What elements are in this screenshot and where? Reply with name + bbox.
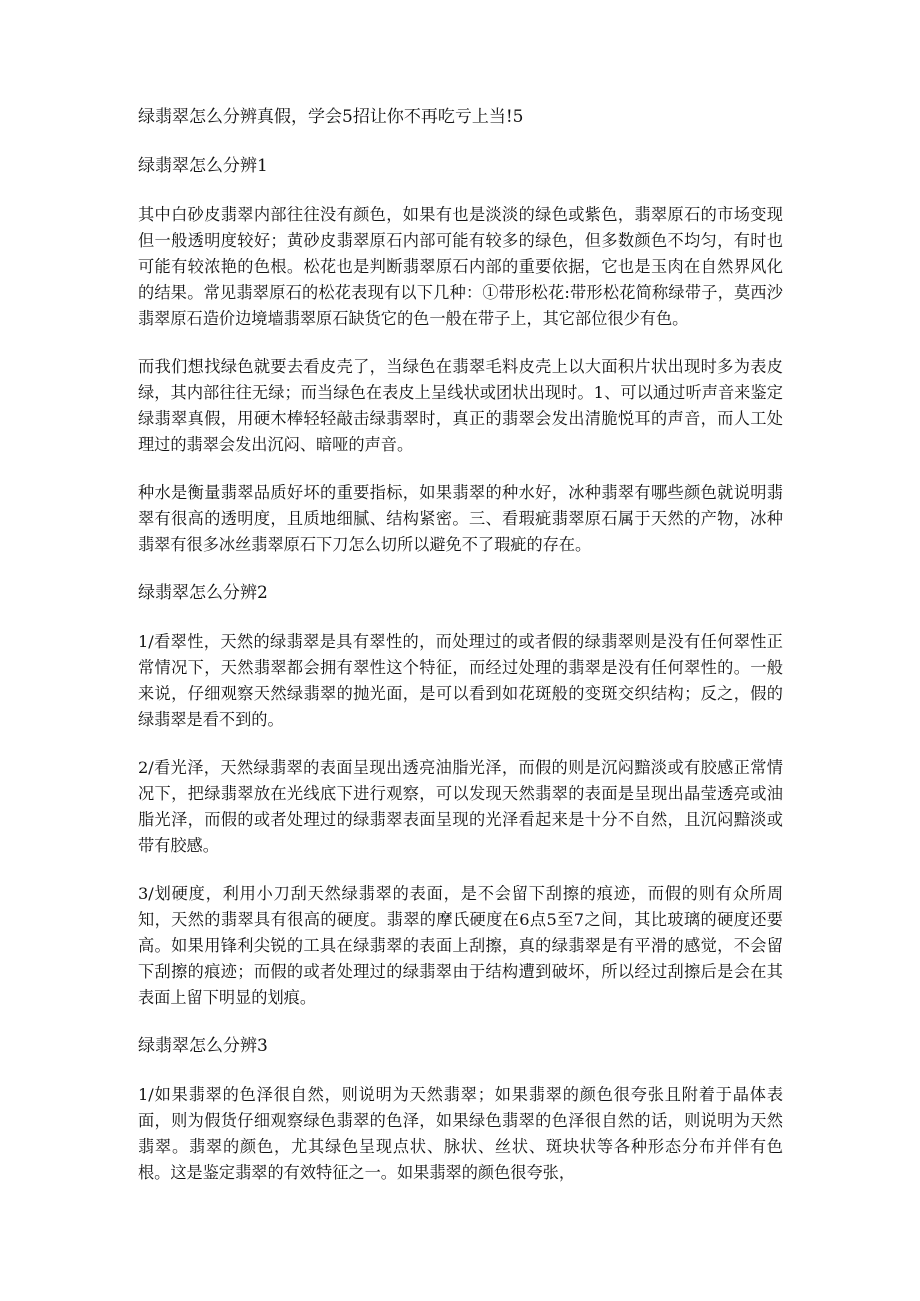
paragraph: 1/如果翡翠的色泽很自然，则说明为天然翡翠；如果翡翠的颜色很夸张且附着于晶体表面，则为假货仔细观察绿色翡翠的色泽，如果绿色翡翠的色泽很自然的话，则说明为天然翡翠。翡翠的颜色，尤其绿色呈现点状、脉状、丝状、斑块状等各种形态分布并伴有色根。这是鉴定翡翠的有效特征之一。如果翡翠的颜色很夸张， (138, 1085, 783, 1182)
paragraph: 1/看翠性，天然的绿翡翠是具有翠性的，而处理过的或者假的绿翡翠则是没有任何翠性正常情况下，天然翡翠都会拥有翠性这个特征，而经过处理的翡翠是没有任何翠性的。一般来说，仔细观察天然绿翡翠的抛光面，是可以看到如花斑般的变斑交织结构；反之，假的绿翡翠是看不到的。 (138, 632, 783, 729)
paragraph: 种水是衡量翡翠品质好坏的重要指标，如果翡翠的种水好，冰种翡翠有哪些颜色就说明翡翠有很高的透明度，且质地细腻、结构紧密。三、看瑕疵翡翠原石属于天然的产物，冰种翡翠有很多冰丝翡翠原石下刀怎么切所以避免不了瑕疵的存在。 (138, 483, 783, 554)
paragraph: 3/划硬度，利用小刀刮天然绿翡翠的表面，是不会留下刮擦的痕迹，而假的则有众所周知，天然的翡翠具有很高的硬度。翡翠的摩氏硬度在6点5至7之间，其比玻璃的硬度还要高。如果用锋利尖锐的工具在绿翡翠的表面上刮擦，真的绿翡翠是有平滑的感觉，不会留下刮擦的痕迹；而假的或者处理过的绿翡翠由于结构遭到破坏，所以经过刮擦后是会在其表面上留下明显的划痕。 (138, 884, 783, 1007)
document-title: 绿翡翠怎么分辨真假，学会5招让你不再吃亏上当!5 (138, 107, 524, 127)
section-heading: 绿翡翠怎么分辨3 (138, 1036, 268, 1056)
section-1 (138, 153, 783, 558)
paragraph: 而我们想找绿色就要去看皮壳了，当绿色在翡翠毛料皮壳上以大面积片状出现时多为表皮绿，其内部往往无绿；而当绿色在表皮上呈线状或团状出现时。1、可以通过听声音来鉴定绿翡翠真假，用硬木棒轻轻敲击绿翡翠时，真正的翡翠会发出清脆悦耳的声音，而人工处理过的翡翠会发出沉闷、暗哑的声音。 (138, 357, 783, 454)
section-heading: 绿翡翠怎么分辨1 (138, 156, 268, 176)
paragraph: 2/看光泽，天然绿翡翠的表面呈现出透亮油脂光泽，而假的则是沉闷黯淡或有胶感正常情况下，把绿翡翠放在光线底下进行观察，可以发现天然翡翠的表面是呈现出晶莹透亮或油脂光泽，而假的或者处理过的绿翡翠表面呈现的光泽看起来是十分不自然，且沉闷黯淡或带有胶感。 (138, 758, 783, 855)
section-3 (138, 1033, 783, 1186)
section-2 (138, 580, 783, 1011)
document-page (138, 104, 783, 1208)
section-heading: 绿翡翠怎么分辨2 (138, 583, 268, 603)
paragraph: 其中白砂皮翡翠内部往往没有颜色，如果有也是淡淡的绿色或紫色，翡翠原石的市场变现但一般透明度较好；黄砂皮翡翠原石内部可能有较多的绿色，但多数颜色不均匀，有时也可能有较浓艳的色根。松花也是判断翡翠原石内部的重要依据，它也是玉肉在自然界风化的结果。常见翡翠原石的松花表现有以下几种：①带形松花:带形松花简称绿带子，莫西沙翡翠原石造价边境墙翡翠原石缺货它的色一般在带子上，其它部位很少有色。 (138, 205, 783, 328)
